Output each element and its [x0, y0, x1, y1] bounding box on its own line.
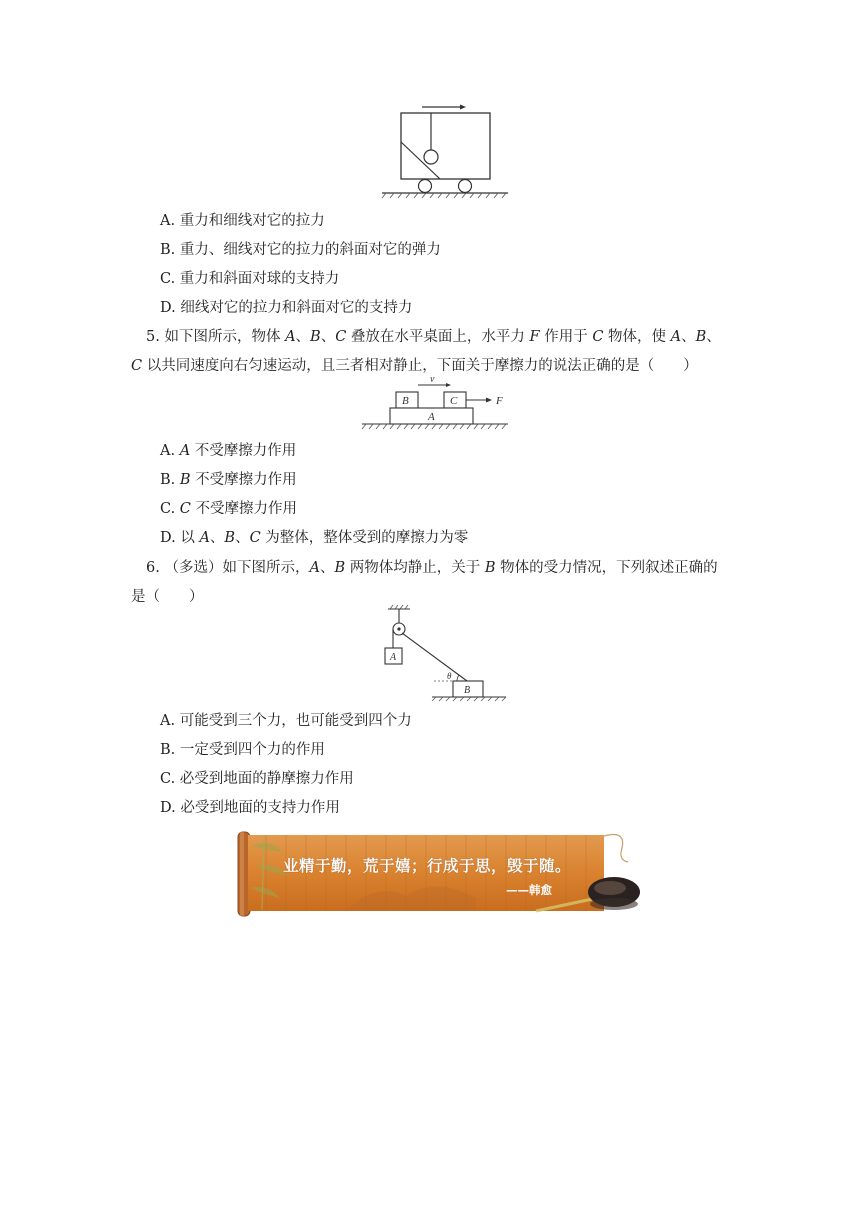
- text-run: 不受摩擦力作用: [190, 501, 298, 517]
- text-run: 两物体均静止，关于: [345, 560, 485, 576]
- text-run: 、: [706, 329, 721, 345]
- rope-to-b: [402, 633, 467, 681]
- q5-stem-line1: [146, 327, 721, 347]
- wheel-right: [459, 180, 472, 193]
- q6-stem-line1: [146, 558, 718, 578]
- quote-banner: [236, 826, 642, 918]
- text-run: C: [249, 530, 261, 546]
- q6-option-c: C. 必受到地面的静摩擦力作用: [160, 771, 354, 787]
- text-run: B: [695, 329, 707, 345]
- text-run: 叠放在水平桌面上，水平力: [346, 329, 530, 345]
- label-f: F: [496, 395, 503, 407]
- label-b: B: [464, 685, 471, 696]
- force-arrow: [466, 398, 492, 403]
- text-run: B: [334, 560, 346, 576]
- text-run: C: [335, 329, 347, 345]
- q5-option-c: [160, 499, 297, 519]
- ground-hatch: [432, 697, 506, 701]
- text-run: 、: [681, 329, 696, 345]
- text-run: F: [529, 329, 540, 345]
- label-v: v: [430, 374, 435, 385]
- text-run: 作用于: [539, 329, 593, 345]
- text-run: 物体，使: [603, 329, 671, 345]
- text-run: A: [199, 530, 210, 546]
- q5-option-d: [160, 528, 468, 548]
- cart-figure: [380, 100, 510, 200]
- text-run: B: [484, 560, 496, 576]
- label-a: A: [390, 652, 397, 663]
- text-run: A: [179, 443, 191, 459]
- text-run: 、: [209, 530, 225, 546]
- q6-option-a: A. 可能受到三个力，也可能受到四个力: [160, 713, 412, 729]
- text-run: A: [309, 560, 320, 576]
- angle-arc: [457, 675, 459, 681]
- label-b: B: [402, 395, 409, 407]
- text-run: B: [179, 472, 191, 488]
- text-run: C.: [160, 501, 180, 517]
- banner-quote: 业精于勤，荒于嬉；行成于思，毁于随。: [283, 857, 572, 875]
- pulley-figure: [380, 604, 508, 702]
- text-run: A: [670, 329, 682, 345]
- q4-option-c: C. 重力和斜面对球的支持力: [160, 271, 340, 287]
- blocks-figure: [360, 372, 510, 434]
- text-run: 5. 如下图所示，物体: [146, 329, 286, 345]
- text-run: C: [179, 501, 191, 517]
- ball: [424, 150, 438, 164]
- text-run: 6. （多选）如下图所示，: [146, 560, 310, 576]
- text-run: A: [285, 329, 296, 345]
- text-run: 以共同速度向右匀速运动，且三者相对静止，下面关于摩擦力的说法正确的是（ ）: [142, 358, 698, 374]
- text-run: 不受摩擦力作用: [190, 472, 297, 488]
- label-theta: θ: [447, 671, 452, 681]
- text-run: B: [224, 530, 236, 546]
- text-run: 不受摩擦力作用: [190, 443, 297, 459]
- velocity-arrow: [418, 383, 451, 387]
- velocity-arrow: [422, 105, 466, 110]
- ground-hatch: [362, 424, 506, 429]
- label-a: A: [428, 411, 435, 423]
- text-run: B: [310, 329, 321, 345]
- text-run: 、: [295, 329, 311, 345]
- q6-stem-line2: 是（ ）: [131, 589, 204, 605]
- pulley-axle: [397, 627, 400, 630]
- text-run: C: [131, 358, 143, 374]
- text-run: A.: [160, 443, 180, 459]
- label-c: C: [450, 395, 458, 407]
- text-run: C: [592, 329, 604, 345]
- ceiling-hatch: [390, 605, 408, 609]
- q4-option-a: A. 重力和细线对它的拉力: [160, 213, 325, 229]
- banner-author: ——韩愈: [506, 883, 552, 897]
- q5-option-a: [160, 441, 296, 461]
- text-run: 为整体，整体受到的摩擦力为零: [260, 530, 469, 546]
- text-run: D. 以: [160, 530, 200, 546]
- cart-body: [401, 113, 490, 179]
- text-run: B.: [160, 472, 180, 488]
- text-run: 物体的受力情况，下列叙述正确的: [495, 560, 718, 576]
- ground-hatch: [382, 193, 506, 198]
- q4-option-d: D. 细线对它的拉力和斜面对它的支持力: [160, 300, 413, 316]
- text-run: 、: [320, 329, 336, 345]
- q5-option-b: [160, 470, 297, 490]
- text-run: 、: [319, 560, 335, 576]
- wheel-left: [419, 180, 432, 193]
- text-run: 、: [235, 530, 250, 546]
- q6-option-b: B. 一定受到四个力的作用: [160, 742, 325, 758]
- q6-option-d: D. 必受到地面的支持力作用: [160, 800, 340, 816]
- q4-option-b: B. 重力、细线对它的拉力的斜面对它的弹力: [160, 242, 441, 258]
